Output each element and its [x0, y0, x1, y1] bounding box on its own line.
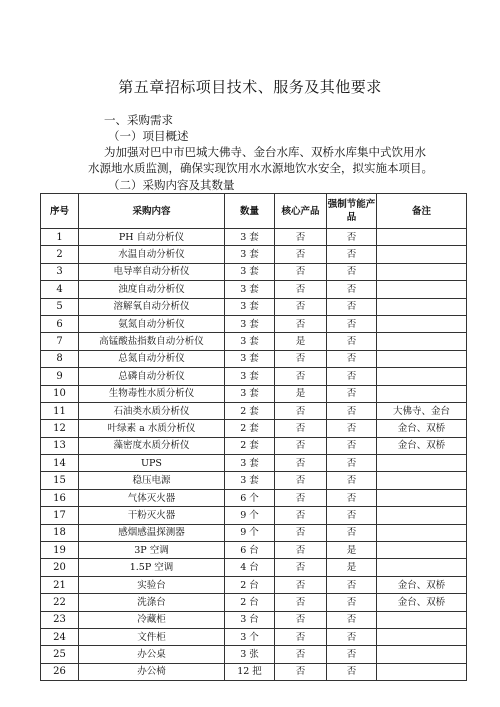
cell-remarks — [377, 281, 467, 298]
table-row — [41, 402, 467, 419]
cell-remarks — [377, 263, 467, 280]
cell-quantity: 9 个 — [225, 524, 275, 541]
table-row — [41, 576, 467, 593]
table-row — [41, 524, 467, 541]
table-row — [41, 368, 467, 385]
cell-serial: 26 — [41, 663, 79, 680]
cell-quantity: 3 套 — [225, 298, 275, 315]
table-row — [41, 437, 467, 454]
cell-core: 是 — [275, 333, 327, 350]
cell-core: 否 — [275, 420, 327, 437]
cell-content: 藻密度水质分析仪 — [79, 437, 225, 454]
table-row — [41, 281, 467, 298]
cell-remarks — [377, 333, 467, 350]
cell-energy: 否 — [327, 298, 377, 315]
cell-remarks: 金台、双桥 — [377, 576, 467, 593]
cell-remarks — [377, 524, 467, 541]
cell-remarks — [377, 542, 467, 559]
cell-energy: 否 — [327, 594, 377, 611]
cell-remarks — [377, 472, 467, 489]
cell-content: UPS — [79, 455, 225, 472]
cell-remarks: 金台、双桥 — [377, 437, 467, 454]
table-row — [41, 594, 467, 611]
cell-core: 否 — [275, 263, 327, 280]
header-core-product: 核心产品 — [275, 194, 327, 229]
cell-core: 否 — [275, 663, 327, 680]
cell-energy: 否 — [327, 368, 377, 385]
cell-energy: 否 — [327, 628, 377, 645]
cell-content: 气体灭火器 — [79, 489, 225, 506]
cell-remarks — [377, 507, 467, 524]
cell-content: 3P 空调 — [79, 542, 225, 559]
cell-serial: 19 — [41, 542, 79, 559]
cell-core: 否 — [275, 281, 327, 298]
table-header-row — [41, 194, 467, 229]
cell-quantity: 3 套 — [225, 455, 275, 472]
cell-remarks — [377, 246, 467, 263]
table-row — [41, 455, 467, 472]
cell-core: 否 — [275, 628, 327, 645]
cell-quantity: 3 张 — [225, 646, 275, 663]
cell-serial: 13 — [41, 437, 79, 454]
cell-content: 氨氮自动分析仪 — [79, 315, 225, 332]
cell-content: 稳压电源 — [79, 472, 225, 489]
cell-core: 否 — [275, 246, 327, 263]
cell-serial: 2 — [41, 246, 79, 263]
cell-content: 办公椅 — [79, 663, 225, 680]
cell-core: 否 — [275, 455, 327, 472]
cell-core: 是 — [275, 385, 327, 402]
cell-remarks — [377, 559, 467, 576]
table-row — [41, 420, 467, 437]
cell-quantity: 3 套 — [225, 315, 275, 332]
cell-quantity: 3 套 — [225, 368, 275, 385]
cell-content: 冷藏柜 — [79, 611, 225, 628]
cell-quantity: 3 套 — [225, 263, 275, 280]
cell-quantity: 3 台 — [225, 611, 275, 628]
table-row — [41, 472, 467, 489]
table-row — [41, 315, 467, 332]
cell-quantity: 3 套 — [225, 229, 275, 246]
cell-quantity: 12 把 — [225, 663, 275, 680]
cell-quantity: 6 个 — [225, 489, 275, 506]
cell-remarks — [377, 611, 467, 628]
cell-core: 否 — [275, 368, 327, 385]
cell-core: 否 — [275, 350, 327, 367]
cell-remarks — [377, 368, 467, 385]
cell-serial: 3 — [41, 263, 79, 280]
cell-serial: 1 — [41, 229, 79, 246]
cell-serial: 18 — [41, 524, 79, 541]
cell-remarks — [377, 455, 467, 472]
cell-remarks — [377, 350, 467, 367]
cell-serial: 5 — [41, 298, 79, 315]
cell-energy: 否 — [327, 663, 377, 680]
cell-core: 否 — [275, 472, 327, 489]
chapter-title: 第五章招标项目技术、服务及其他要求 — [118, 78, 382, 96]
cell-remarks — [377, 489, 467, 506]
cell-quantity: 3 套 — [225, 246, 275, 263]
table-row — [41, 229, 467, 246]
cell-remarks: 大佛寺、金台 — [377, 402, 467, 419]
cell-core: 否 — [275, 298, 327, 315]
section-heading: 一、采购需求 — [104, 113, 173, 127]
cell-core: 否 — [275, 402, 327, 419]
table-row — [41, 246, 467, 263]
cell-quantity: 2 台 — [225, 594, 275, 611]
cell-energy: 否 — [327, 472, 377, 489]
table-row — [41, 263, 467, 280]
cell-core: 否 — [275, 576, 327, 593]
cell-content: 实验台 — [79, 576, 225, 593]
subsection-heading-contents: （二）采购内容及其数量 — [108, 178, 235, 192]
cell-quantity: 3 套 — [225, 385, 275, 402]
header-quantity: 数量 — [225, 194, 275, 229]
cell-serial: 25 — [41, 646, 79, 663]
table-row — [41, 646, 467, 663]
cell-energy: 否 — [327, 455, 377, 472]
cell-serial: 20 — [41, 559, 79, 576]
overview-line-1: 为加强对巴中市巴城大佛寺、金台水库、双桥水库集中式饮用水 — [104, 145, 426, 159]
cell-serial: 7 — [41, 333, 79, 350]
header-content: 采购内容 — [79, 194, 225, 229]
table-row — [41, 628, 467, 645]
cell-core: 否 — [275, 229, 327, 246]
cell-serial: 24 — [41, 628, 79, 645]
cell-energy: 否 — [327, 611, 377, 628]
cell-serial: 4 — [41, 281, 79, 298]
cell-energy: 否 — [327, 315, 377, 332]
cell-content: 高锰酸盐指数自动分析仪 — [79, 333, 225, 350]
cell-core: 否 — [275, 437, 327, 454]
cell-energy: 是 — [327, 559, 377, 576]
cell-energy: 否 — [327, 402, 377, 419]
cell-quantity: 2 套 — [225, 420, 275, 437]
cell-quantity: 3 套 — [225, 350, 275, 367]
table-row — [41, 663, 467, 680]
cell-quantity: 3 套 — [225, 472, 275, 489]
cell-content: 总磷自动分析仪 — [79, 368, 225, 385]
cell-content: 感烟感温探测器 — [79, 524, 225, 541]
cell-energy: 否 — [327, 333, 377, 350]
cell-quantity: 2 套 — [225, 437, 275, 454]
cell-quantity: 3 个 — [225, 628, 275, 645]
cell-energy: 否 — [327, 246, 377, 263]
cell-quantity: 6 台 — [225, 542, 275, 559]
overview-line-2: 水源地水质监测，确保实现饮用水水源地饮水安全，拟实施本项目。 — [88, 161, 433, 175]
cell-core: 否 — [275, 507, 327, 524]
cell-core: 否 — [275, 646, 327, 663]
cell-content: 干粉灭火器 — [79, 507, 225, 524]
cell-remarks — [377, 315, 467, 332]
cell-remarks — [377, 229, 467, 246]
cell-content: 总氮自动分析仪 — [79, 350, 225, 367]
cell-energy: 否 — [327, 489, 377, 506]
cell-content: PH 自动分析仪 — [79, 229, 225, 246]
table-row — [41, 542, 467, 559]
cell-energy: 否 — [327, 507, 377, 524]
cell-quantity: 4 台 — [225, 559, 275, 576]
cell-energy: 否 — [327, 263, 377, 280]
cell-serial: 23 — [41, 611, 79, 628]
cell-core: 否 — [275, 542, 327, 559]
cell-remarks — [377, 646, 467, 663]
cell-energy: 否 — [327, 281, 377, 298]
cell-content: 办公桌 — [79, 646, 225, 663]
table-row — [41, 350, 467, 367]
cell-energy: 否 — [327, 229, 377, 246]
cell-quantity: 2 套 — [225, 402, 275, 419]
cell-energy: 是 — [327, 542, 377, 559]
cell-serial: 9 — [41, 368, 79, 385]
cell-energy: 否 — [327, 524, 377, 541]
cell-serial: 12 — [41, 420, 79, 437]
cell-remarks — [377, 298, 467, 315]
table-row — [41, 385, 467, 402]
cell-content: 生物毒性水质分析仪 — [79, 385, 225, 402]
cell-serial: 6 — [41, 315, 79, 332]
cell-quantity: 3 套 — [225, 333, 275, 350]
cell-energy: 否 — [327, 437, 377, 454]
cell-content: 1.5P 空调 — [79, 559, 225, 576]
cell-energy: 否 — [327, 646, 377, 663]
overview-paragraph — [88, 144, 433, 176]
cell-energy: 否 — [327, 385, 377, 402]
cell-serial: 10 — [41, 385, 79, 402]
table-row — [41, 559, 467, 576]
cell-content: 溶解氧自动分析仪 — [79, 298, 225, 315]
cell-quantity: 2 台 — [225, 576, 275, 593]
cell-remarks — [377, 663, 467, 680]
cell-core: 否 — [275, 611, 327, 628]
cell-energy: 否 — [327, 350, 377, 367]
header-remarks: 备注 — [377, 194, 467, 229]
cell-content: 洗涤台 — [79, 594, 225, 611]
cell-core: 否 — [275, 559, 327, 576]
header-serial: 序号 — [41, 194, 79, 229]
cell-content: 文件柜 — [79, 628, 225, 645]
cell-content: 水温自动分析仪 — [79, 246, 225, 263]
cell-serial: 8 — [41, 350, 79, 367]
header-energy-saving: 强制节能产品 — [327, 194, 377, 229]
cell-serial: 15 — [41, 472, 79, 489]
cell-content: 电导率自动分析仪 — [79, 263, 225, 280]
cell-serial: 21 — [41, 576, 79, 593]
cell-serial: 16 — [41, 489, 79, 506]
table-row — [41, 507, 467, 524]
table-row — [41, 489, 467, 506]
cell-remarks — [377, 628, 467, 645]
cell-energy: 否 — [327, 420, 377, 437]
cell-quantity: 9 个 — [225, 507, 275, 524]
cell-remarks: 金台、双桥 — [377, 594, 467, 611]
cell-serial: 17 — [41, 507, 79, 524]
cell-core: 否 — [275, 489, 327, 506]
cell-quantity: 3 套 — [225, 281, 275, 298]
cell-core: 否 — [275, 524, 327, 541]
cell-content: 叶绿素 a 水质分析仪 — [79, 420, 225, 437]
cell-energy: 否 — [327, 576, 377, 593]
cell-core: 否 — [275, 315, 327, 332]
cell-serial: 14 — [41, 455, 79, 472]
cell-core: 否 — [275, 594, 327, 611]
cell-content: 浊度自动分析仪 — [79, 281, 225, 298]
table-row — [41, 333, 467, 350]
cell-remarks: 金台、双桥 — [377, 420, 467, 437]
cell-remarks — [377, 385, 467, 402]
cell-serial: 11 — [41, 402, 79, 419]
table-row — [41, 611, 467, 628]
cell-content: 石油类水质分析仪 — [79, 402, 225, 419]
procurement-table — [40, 193, 467, 681]
table-row — [41, 298, 467, 315]
cell-serial: 22 — [41, 594, 79, 611]
subsection-heading-overview: （一）项目概述 — [108, 129, 189, 143]
